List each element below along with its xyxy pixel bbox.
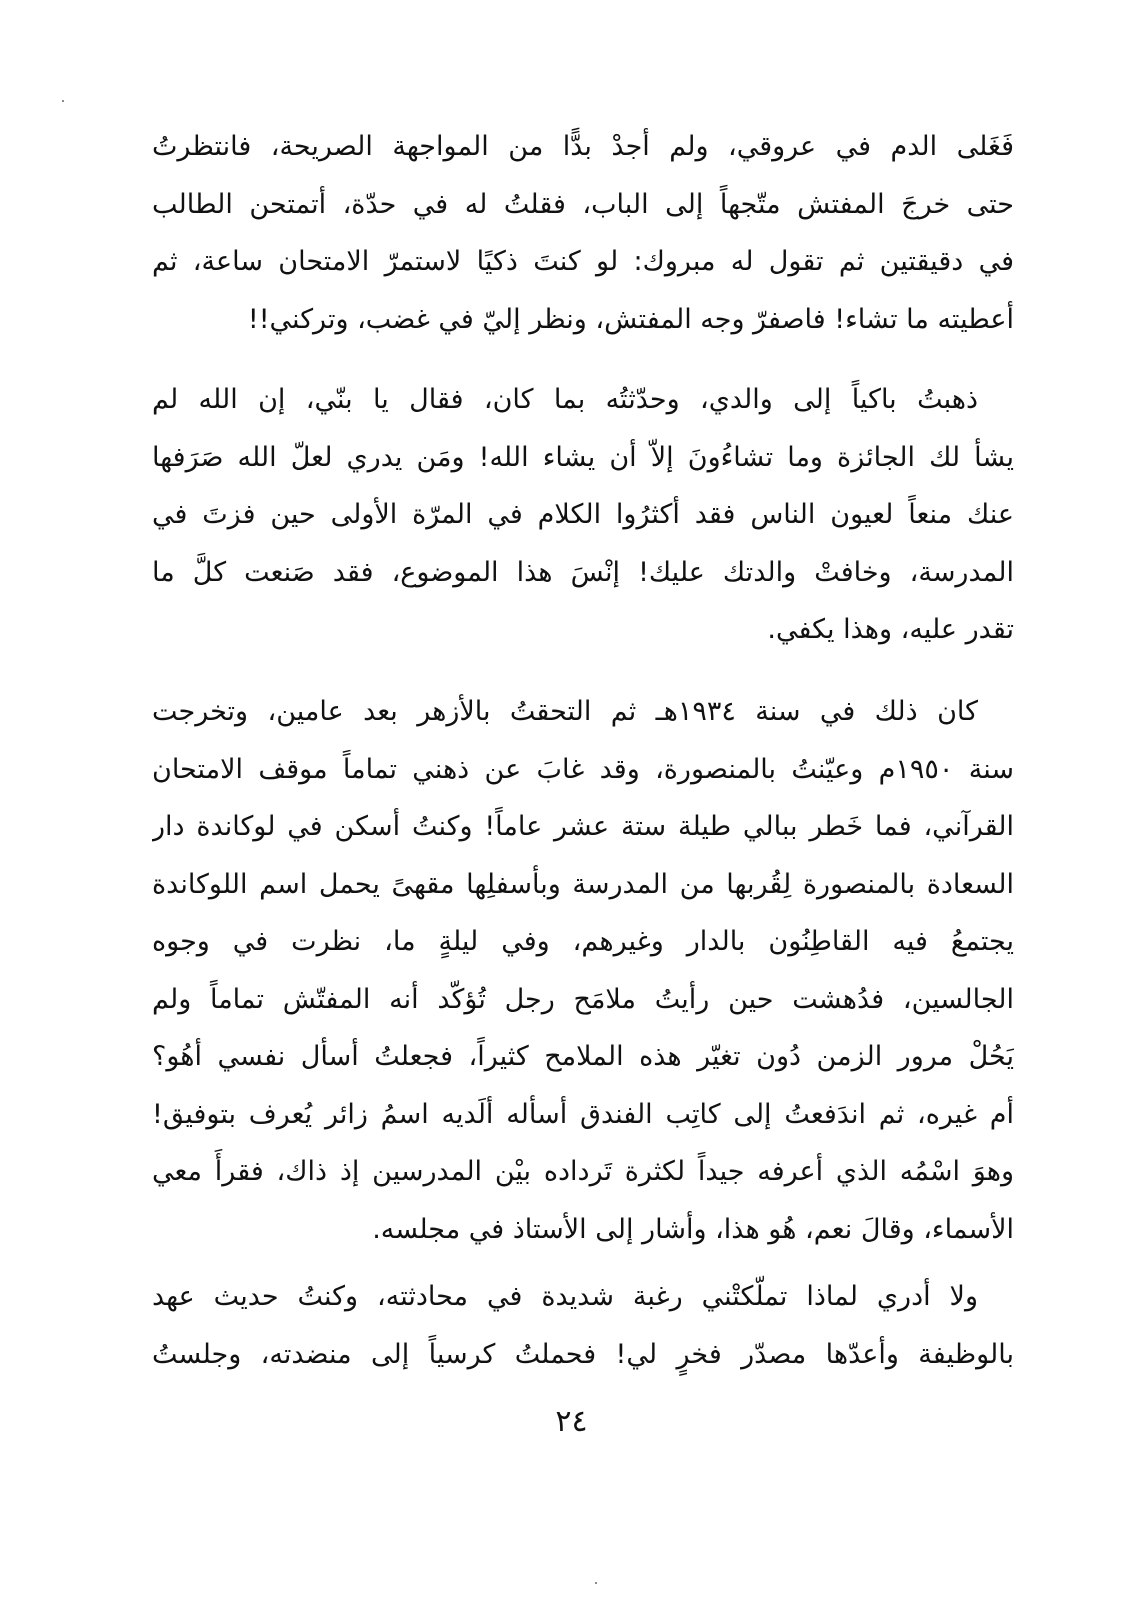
text-line: الأسماء، وقالَ نعم، هُو هذا، وأشار إلى الأستاذ في مجلسه.: [372, 1213, 1014, 1245]
text-line: يجتمعُ فيه القاطِنُون بالدار وغيرهم، وفي ليلةٍ ما، نظرت في وجوه: [152, 926, 1014, 957]
scan-speck: [62, 100, 64, 102]
paragraph-3: [152, 683, 1014, 1258]
text-line: السعادة بالمنصورة لِقُربها من المدرسة وبأسفلِها مقهىً يحمل اسم اللوكاندة: [152, 868, 1014, 900]
text-line: سنة ١٩٥٠م وعيّنتُ بالمنصورة، وقد غابَ عن ذهني تماماً موقف الامتحان: [152, 753, 1014, 785]
text-line: بالوظيفة وأعدّها مصدّر فخرٍ لي! فحملتُ كرسياً إلى منضدته، وجلستُ: [152, 1338, 1014, 1370]
text-line: يشأ لك الجائزة وما تشاءُونَ إلاّ أن يشاء الله! ومَن يدري لعلّ الله صَرَفها: [152, 441, 1014, 473]
text-line: الجالسين، فدُهشت حين رأيتُ ملامَح رجل تُؤكّد أنه المفتّش تماماً ولم: [152, 983, 1014, 1015]
text-line: تقدر عليه، وهذا يكفي.: [767, 614, 1014, 645]
text-line: وهوَ اسْمُه الذي أعرفه جيداً لكثرة تَرداده بيْن المدرسين إذ ذاك، فقرأَ معي: [152, 1156, 1014, 1187]
text-line: حتى خرجَ المفتش متّجهاً إلى الباب، فقلتُ له في حدّة، أتمتحن الطالب: [152, 188, 1014, 220]
text-line: يَحُلْ مرور الزمن دُون تغيّر هذه الملامح كثيراً، فجعلتُ أسأل نفسي أهُو؟: [152, 1041, 1014, 1072]
text-line: المدرسة، وخافتْ والدتك عليك! إنْسَ هذا الموضوع، فقد صَنعت كلَّ ما: [152, 556, 1014, 588]
text-line: ولا أدري لماذا تملّكتْني رغبة شديدة في محادثته، وكنتُ حديث عهد: [152, 1281, 978, 1312]
text-line: فَغَلى الدم في عروقي، ولم أجدْ بدًّا من المواجهة الصريحة، فانتظرتُ: [152, 131, 1014, 162]
scan-speck: [595, 1582, 597, 1584]
paragraph-1: [152, 118, 1014, 348]
text-line: أعطيته ما تشاء! فاصفرّ وجه المفتش، ونظر إليّ في غضب، وتركني!!: [247, 303, 1014, 335]
text-line: كان ذلك في سنة ١٩٣٤هـ ثم التحقتُ بالأزهر بعد عامين، وتخرجت: [152, 696, 978, 727]
text-line: أم غيره، ثم اندَفعتُ إلى كاتِب الفندق أسأله ألَديه اسمُ زائر يُعرف بتوفيق!: [152, 1098, 1014, 1130]
text-line: ذهبتُ باكياً إلى والدي، وحدّثتُه بما كان، فقال يا بنّي، إن الله لم: [152, 384, 978, 415]
text-line: في دقيقتين ثم تقول له مبروك: لو كنتَ ذكيًا لاستمرّ الامتحان ساعة، ثم: [152, 246, 1014, 277]
text-line: القرآني، فما خَطر ببالي طيلة ستة عشر عاماً! وكنتُ أسكن في لوكاندة دار: [152, 811, 1014, 842]
page-number: ٢٤: [555, 1404, 588, 1439]
text-line: عنك منعاً لعيون الناس فقد أكثرُوا الكلام في المرّة الأولى حين فزتَ في: [152, 499, 1014, 530]
paragraph-2: [152, 371, 1014, 659]
paragraph-4: [152, 1268, 1014, 1383]
